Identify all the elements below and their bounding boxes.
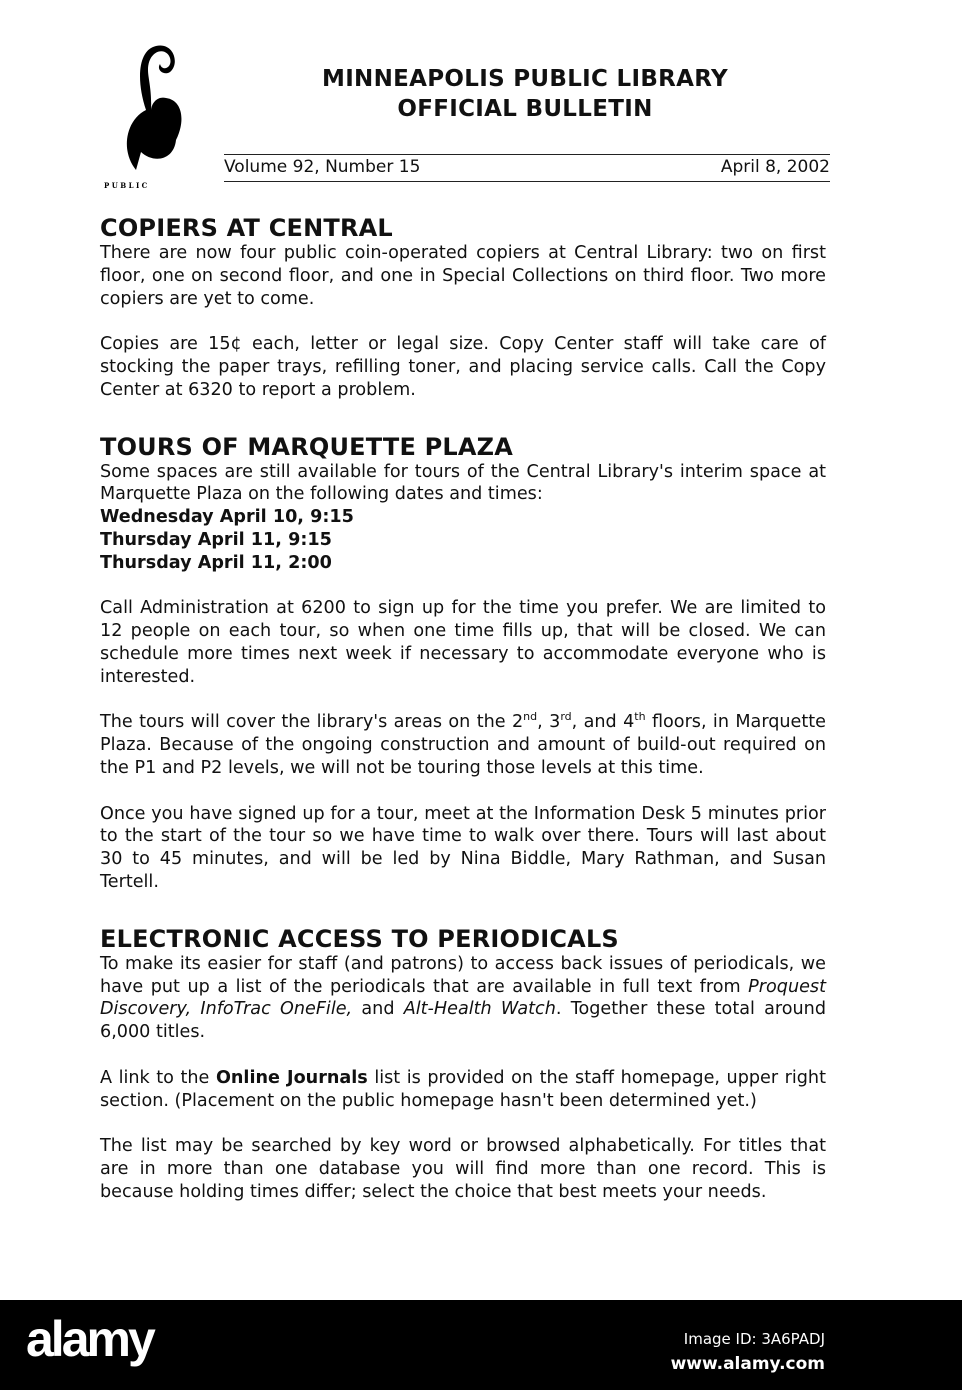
superscript: rd xyxy=(560,710,572,724)
text-run: , 3 xyxy=(537,712,561,733)
section-periodicals xyxy=(100,925,826,1204)
text-run: To make its easier for staff (and patrons) to access back issues of periodicals, we have put up a list of the periodicals that are available in full text from xyxy=(100,953,826,997)
bulletin-body xyxy=(100,214,826,1226)
paragraph: Copies are 15¢ each, letter or legal size. Copy Center staff will take care of stocking the paper trays, refilling toner, and placing service calls. Call the Copy Center at 6320 to report a problem. xyxy=(100,334,826,400)
image-id: Image ID: 3A6PADJ xyxy=(683,1330,825,1348)
tour-date: Thursday April 11, 9:15 xyxy=(100,529,332,550)
divider xyxy=(224,181,830,182)
text-run: floors, in Marquette Plaza. Because of the ongoing construction and amount of build-out required on the P1 and P2 levels, we will not be touring those levels at this time. xyxy=(100,712,827,778)
section-heading: ELECTRONIC ACCESS TO PERIODICALS xyxy=(100,924,619,953)
volume-number: Volume 92, Number 15 xyxy=(224,157,421,177)
text-run: A link to the xyxy=(100,1067,216,1088)
text-run: . Together these total around 6,000 titles. xyxy=(100,999,826,1043)
paragraph xyxy=(100,711,826,779)
bulletin-title xyxy=(260,64,790,124)
text-run: The tours will cover the library's areas on the 2 xyxy=(100,712,524,733)
issue-date: April 8, 2002 xyxy=(720,157,830,177)
title-line-1: MINNEAPOLIS PUBLIC LIBRARY xyxy=(322,66,728,92)
title-line-2: OFFICIAL BULLETIN xyxy=(397,96,653,122)
paragraph xyxy=(100,1067,826,1113)
database-name: Alt-Health Watch xyxy=(403,999,556,1020)
paragraph: Some spaces are still available for tours of the Central Library's interim space at Marquette Plaza on the following dates and times: xyxy=(100,461,826,505)
library-m-logo-icon xyxy=(96,40,216,190)
text-run: , and 4 xyxy=(571,712,635,733)
paragraph: There are now four public coin-operated copiers at Central Library: two on first floor, one on second floor, and one in Special Collections on third floor. Two more copiers are yet to come. xyxy=(100,243,826,309)
alamy-logo: alamy xyxy=(26,1311,153,1367)
superscript: th xyxy=(634,710,646,724)
paragraph xyxy=(100,953,826,1044)
watermark-url: www.alamy.com xyxy=(670,1354,825,1374)
library-logo xyxy=(96,40,216,190)
volume-line xyxy=(224,154,830,177)
superscript: nd xyxy=(523,710,538,724)
paragraph: Call Administration at 6200 to sign up for the time you prefer. We are limited to 12 people on each tour, so when one time fills up, that will be closed. We can schedule more times next week if necessary to accommodate everyone who is interested. xyxy=(100,598,826,687)
paragraph: Once you have signed up for a tour, meet at the Information Desk 5 minutes prior to the start of the tour so we have time to walk over there. Tours will last about 30 to 45 minutes, and will be led by Nina Biddle, Mary Rathman, and Susan Tertell. xyxy=(100,803,826,892)
paragraph: The list may be searched by key word or browsed alphabetically. For titles that are in more than one database you will find more than one record. This is because holding times differ; select the choice that best meets your needs. xyxy=(100,1136,826,1202)
tour-date: Wednesday April 10, 9:15 xyxy=(100,507,354,528)
section-heading: TOURS OF MARQUETTE PLAZA xyxy=(100,432,514,461)
database-names: Proquest Discovery, InfoTrac OneFile, xyxy=(100,976,826,1020)
watermark-bar xyxy=(0,1300,962,1390)
text-run: and xyxy=(352,999,404,1020)
tour-date: Thursday April 11, 2:00 xyxy=(100,552,332,573)
svg-text:P U B L I C: P U B L I C xyxy=(104,181,148,190)
section-heading: COPIERS AT CENTRAL xyxy=(100,214,393,242)
online-journals-label: Online Journals xyxy=(215,1067,368,1088)
text-run: list is provided on the staff homepage, upper right section. (Placement on the public homepage hasn't been determined yet.) xyxy=(100,1067,826,1111)
section-copiers xyxy=(100,214,826,402)
section-tours xyxy=(100,433,826,894)
